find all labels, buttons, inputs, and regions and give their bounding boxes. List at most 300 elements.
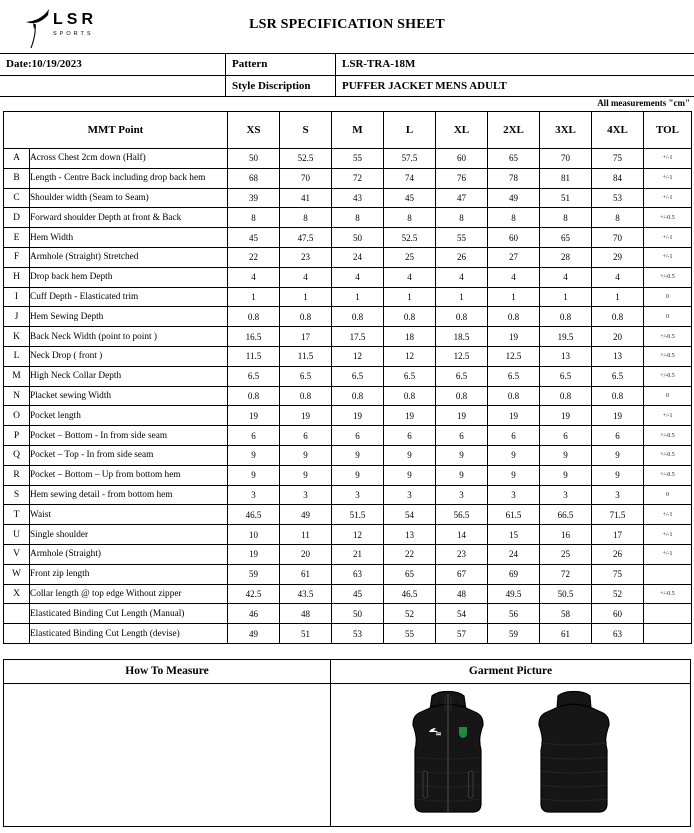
size-value: 4 [488, 267, 540, 287]
size-value: 9 [436, 445, 488, 465]
size-value: 45 [228, 228, 280, 248]
size-value: 3 [332, 485, 384, 505]
mmt-letter: J [4, 307, 30, 327]
size-value: 72 [540, 564, 592, 584]
mmt-label: Hem sewing detail - from bottom hem [30, 485, 228, 505]
size-value: 46.5 [228, 505, 280, 525]
size-value: 65 [384, 564, 436, 584]
size-value: 69 [488, 564, 540, 584]
table-row [4, 287, 692, 307]
size-value: 0.8 [228, 307, 280, 327]
size-value: 61 [540, 624, 592, 644]
size-value: 13 [540, 346, 592, 366]
table-row [4, 624, 692, 644]
column-header: M [332, 112, 384, 149]
tol-value: +/-1 [644, 247, 692, 267]
mmt-letter: M [4, 366, 30, 386]
logo-text: LSR [53, 11, 97, 28]
size-value: 0.8 [228, 386, 280, 406]
table-row [4, 465, 692, 485]
size-value: 9 [384, 445, 436, 465]
size-value: 8 [592, 208, 644, 228]
tol-value: +/-0.5 [644, 327, 692, 347]
size-value: 3 [488, 485, 540, 505]
size-value: 51 [280, 624, 332, 644]
table-row [4, 168, 692, 188]
size-value: 12 [332, 525, 384, 545]
mmt-label: Hem Width [30, 228, 228, 248]
measurements-note: All measurements "cm" [597, 98, 690, 108]
mmt-letter: D [4, 208, 30, 228]
size-value: 6 [332, 426, 384, 446]
size-value: 0.8 [488, 386, 540, 406]
style-label: Style Discription [226, 76, 336, 97]
size-value: 23 [436, 544, 488, 564]
mmt-letter: T [4, 505, 30, 525]
size-value: 6.5 [384, 366, 436, 386]
size-value: 65 [488, 149, 540, 169]
size-value: 9 [436, 465, 488, 485]
size-value: 75 [592, 564, 644, 584]
size-value: 11.5 [228, 346, 280, 366]
size-value: 63 [332, 564, 384, 584]
size-value: 9 [384, 465, 436, 485]
size-value: 19 [228, 544, 280, 564]
size-value: 57 [436, 624, 488, 644]
size-value: 78 [488, 168, 540, 188]
size-value: 46 [228, 604, 280, 624]
mmt-letter: L [4, 346, 30, 366]
size-value: 6.5 [540, 366, 592, 386]
size-value: 9 [332, 445, 384, 465]
size-value: 48 [280, 604, 332, 624]
size-value: 6.5 [436, 366, 488, 386]
mmt-letter: R [4, 465, 30, 485]
size-value: 3 [592, 485, 644, 505]
table-row [4, 426, 692, 446]
size-value: 6 [488, 426, 540, 446]
mmt-label: Armhole (Straight) [30, 544, 228, 564]
tol-value: +/-1 [644, 228, 692, 248]
size-value: 43.5 [280, 584, 332, 604]
how-to-measure-header: How To Measure [4, 660, 331, 683]
table-row [4, 188, 692, 208]
tol-value: +/-0.5 [644, 208, 692, 228]
garment-picture-header: Garment Picture [468, 665, 553, 677]
mmt-letter: W [4, 564, 30, 584]
mmt-label: Back Neck Width (point to point ) [30, 327, 228, 347]
size-value: 8 [332, 208, 384, 228]
size-value: 3 [280, 485, 332, 505]
size-value: 54 [384, 505, 436, 525]
size-value: 52 [384, 604, 436, 624]
size-value: 59 [488, 624, 540, 644]
mmt-label: Pocket – Top - In from side seam [30, 445, 228, 465]
mmt-label: Neck Drop ( front ) [30, 346, 228, 366]
mmt-letter: C [4, 188, 30, 208]
size-value: 59 [228, 564, 280, 584]
size-value: 53 [592, 188, 644, 208]
size-value: 0.8 [384, 307, 436, 327]
mmt-letter [4, 624, 30, 644]
size-value: 1 [332, 287, 384, 307]
mmt-letter: P [4, 426, 30, 446]
table-row [4, 544, 692, 564]
meta-table [0, 53, 694, 97]
size-value: 49 [488, 188, 540, 208]
size-value: 19 [488, 327, 540, 347]
mmt-letter: O [4, 406, 30, 426]
size-value: 8 [228, 208, 280, 228]
size-value: 19 [332, 406, 384, 426]
size-value: 50 [332, 604, 384, 624]
mmt-letter: N [4, 386, 30, 406]
size-value: 6.5 [332, 366, 384, 386]
size-value: 1 [592, 287, 644, 307]
mmt-label: Armhole (Straight) Stretched [30, 247, 228, 267]
pattern-label: Pattern [226, 54, 336, 75]
table-row [4, 386, 692, 406]
size-value: 1 [280, 287, 332, 307]
mmt-label: Elasticated Binding Cut Length (Manual) [30, 604, 228, 624]
size-value: 51.5 [332, 505, 384, 525]
tol-value: 0 [644, 287, 692, 307]
page-title: LSR SPECIFICATION SHEET [249, 17, 445, 32]
mmt-letter: S [4, 485, 30, 505]
mmt-label: Single shoulder [30, 525, 228, 545]
size-value: 47 [436, 188, 488, 208]
size-value: 12 [332, 346, 384, 366]
size-value: 10 [228, 525, 280, 545]
size-value: 50.5 [540, 584, 592, 604]
size-value: 56.5 [436, 505, 488, 525]
size-value: 4 [280, 267, 332, 287]
spec-table [3, 111, 692, 644]
mmt-label: Across Chest 2cm down (Half) [30, 149, 228, 169]
how-to-measure-area [4, 684, 331, 826]
size-value: 9 [280, 445, 332, 465]
size-value: 39 [228, 188, 280, 208]
size-value: 8 [488, 208, 540, 228]
column-header: MMT Point [4, 112, 228, 149]
table-row [4, 485, 692, 505]
table-row [4, 307, 692, 327]
size-value: 19 [384, 406, 436, 426]
tol-value: 0 [644, 485, 692, 505]
mmt-letter: U [4, 525, 30, 545]
size-value: 55 [436, 228, 488, 248]
size-value: 71.5 [592, 505, 644, 525]
size-value: 84 [592, 168, 644, 188]
meta-row-2 [0, 76, 694, 98]
size-value: 15 [488, 525, 540, 545]
size-value: 0.8 [540, 307, 592, 327]
size-value: 63 [592, 624, 644, 644]
size-value: 46.5 [384, 584, 436, 604]
size-value: 60 [488, 228, 540, 248]
vest-front-green-crest [459, 727, 467, 738]
size-value: 27 [488, 247, 540, 267]
mmt-label: Cuff Depth - Elasticated trim [30, 287, 228, 307]
table-row [4, 564, 692, 584]
size-value: 9 [540, 445, 592, 465]
size-value: 4 [540, 267, 592, 287]
size-value: 52.5 [280, 149, 332, 169]
size-value: 4 [592, 267, 644, 287]
mmt-letter: I [4, 287, 30, 307]
mmt-label: Pocket – Bottom - In from side seam [30, 426, 228, 446]
table-row [4, 366, 692, 386]
size-value: 13 [592, 346, 644, 366]
column-header: 3XL [540, 112, 592, 149]
mmt-letter: H [4, 267, 30, 287]
size-value: 4 [228, 267, 280, 287]
size-value: 9 [228, 445, 280, 465]
size-value: 19 [592, 406, 644, 426]
tol-value: +/-1 [644, 525, 692, 545]
size-value: 29 [592, 247, 644, 267]
size-value: 4 [332, 267, 384, 287]
size-value: 3 [384, 485, 436, 505]
size-value: 60 [592, 604, 644, 624]
size-value: 19 [280, 406, 332, 426]
size-value: 9 [592, 465, 644, 485]
size-value: 6 [592, 426, 644, 446]
spec-table-head-row [4, 112, 692, 149]
mmt-label: Waist [30, 505, 228, 525]
size-value: 54 [436, 604, 488, 624]
mmt-letter: A [4, 149, 30, 169]
bottom-header-row [4, 660, 690, 684]
size-value: 25 [540, 544, 592, 564]
size-value: 52.5 [384, 228, 436, 248]
size-value: 19 [228, 406, 280, 426]
size-value: 17 [592, 525, 644, 545]
tol-value: 0 [644, 307, 692, 327]
size-value: 11.5 [280, 346, 332, 366]
table-row [4, 505, 692, 525]
column-header: XS [228, 112, 280, 149]
table-row [4, 584, 692, 604]
size-value: 1 [436, 287, 488, 307]
size-value: 16 [540, 525, 592, 545]
size-value: 6.5 [228, 366, 280, 386]
tol-value: +/-1 [644, 505, 692, 525]
size-value: 0.8 [436, 307, 488, 327]
size-value: 0.8 [332, 386, 384, 406]
mmt-label: Front zip length [30, 564, 228, 584]
size-value: 6 [228, 426, 280, 446]
tol-value: +/-0.5 [644, 426, 692, 446]
size-value: 3 [228, 485, 280, 505]
size-value: 60 [436, 149, 488, 169]
table-row [4, 346, 692, 366]
size-value: 19 [488, 406, 540, 426]
tol-value: +/-1 [644, 149, 692, 169]
column-header: XL [436, 112, 488, 149]
size-value: 81 [540, 168, 592, 188]
column-header: TOL [644, 112, 692, 149]
size-value: 9 [228, 465, 280, 485]
size-value: 0.8 [332, 307, 384, 327]
size-value: 18.5 [436, 327, 488, 347]
tol-value: +/-0.5 [644, 346, 692, 366]
size-value: 61 [280, 564, 332, 584]
tol-value: +/-1 [644, 406, 692, 426]
mmt-letter [4, 604, 30, 624]
size-value: 6 [280, 426, 332, 446]
size-value: 0.8 [280, 386, 332, 406]
bottom-body-row [4, 684, 690, 826]
size-value: 12.5 [488, 346, 540, 366]
size-value: 9 [488, 445, 540, 465]
size-value: 20 [280, 544, 332, 564]
mmt-letter: F [4, 247, 30, 267]
size-value: 8 [540, 208, 592, 228]
mmt-letter: K [4, 327, 30, 347]
size-value: 49 [280, 505, 332, 525]
size-value: 0.8 [436, 386, 488, 406]
mmt-label: High Neck Collar Depth [30, 366, 228, 386]
size-value: 9 [540, 465, 592, 485]
size-value: 25 [384, 247, 436, 267]
puffer-vest-image [395, 687, 627, 823]
size-value: 23 [280, 247, 332, 267]
size-value: 57.5 [384, 149, 436, 169]
size-value: 20 [592, 327, 644, 347]
spec-table-body [4, 149, 692, 644]
size-value: 49.5 [488, 584, 540, 604]
size-value: 4 [436, 267, 488, 287]
table-row [4, 228, 692, 248]
table-row [4, 604, 692, 624]
meta-row-1 [0, 54, 694, 76]
size-value: 61.5 [488, 505, 540, 525]
tol-value: +/-1 [644, 188, 692, 208]
size-value: 1 [540, 287, 592, 307]
tol-value: +/-0.5 [644, 584, 692, 604]
size-value: 28 [540, 247, 592, 267]
size-value: 24 [488, 544, 540, 564]
size-value: 76 [436, 168, 488, 188]
size-value: 51 [540, 188, 592, 208]
size-value: 70 [592, 228, 644, 248]
size-value: 24 [332, 247, 384, 267]
size-value: 1 [384, 287, 436, 307]
size-value: 19.5 [540, 327, 592, 347]
size-value: 55 [332, 149, 384, 169]
size-value: 8 [436, 208, 488, 228]
tol-value: 0 [644, 386, 692, 406]
size-value: 12 [384, 346, 436, 366]
column-header: 4XL [592, 112, 644, 149]
table-row [4, 327, 692, 347]
style-value: PUFFER JACKET MENS ADULT [342, 79, 507, 92]
vest-back-view [539, 692, 609, 813]
size-value: 26 [436, 247, 488, 267]
tol-value: +/-1 [644, 168, 692, 188]
size-value: 8 [384, 208, 436, 228]
size-value: 58 [540, 604, 592, 624]
size-value: 43 [332, 188, 384, 208]
size-value: 9 [332, 465, 384, 485]
mmt-letter: V [4, 544, 30, 564]
size-value: 55 [384, 624, 436, 644]
mmt-label: Pocket – Bottom – Up from bottom hem [30, 465, 228, 485]
table-row [4, 247, 692, 267]
size-value: 68 [228, 168, 280, 188]
mmt-label: Pocket length [30, 406, 228, 426]
size-value: 0.8 [592, 307, 644, 327]
mmt-label: Placket sewing Width [30, 386, 228, 406]
size-value: 22 [384, 544, 436, 564]
size-value: 3 [436, 485, 488, 505]
size-value: 14 [436, 525, 488, 545]
mmt-label: Elasticated Binding Cut Length (devise) [30, 624, 228, 644]
bottom-section [3, 659, 691, 827]
table-row [4, 208, 692, 228]
mmt-letter: X [4, 584, 30, 604]
size-value: 1 [488, 287, 540, 307]
meta-empty-cell [0, 76, 226, 97]
mmt-label: Forward shoulder Depth at front & Back [30, 208, 228, 228]
size-value: 42.5 [228, 584, 280, 604]
mmt-letter: Q [4, 445, 30, 465]
size-value: 6 [384, 426, 436, 446]
size-value: 0.8 [488, 307, 540, 327]
size-value: 67 [436, 564, 488, 584]
size-value: 0.8 [540, 386, 592, 406]
tol-value: +/-1 [644, 544, 692, 564]
size-value: 8 [280, 208, 332, 228]
size-value: 45 [384, 188, 436, 208]
size-value: 16.5 [228, 327, 280, 347]
size-value: 75 [592, 149, 644, 169]
size-value: 41 [280, 188, 332, 208]
size-value: 70 [280, 168, 332, 188]
mmt-label: Collar length @ top edge Without zipper [30, 584, 228, 604]
mmt-label: Hem Sewing Depth [30, 307, 228, 327]
size-value: 56 [488, 604, 540, 624]
size-value: 3 [540, 485, 592, 505]
table-row [4, 445, 692, 465]
size-value: 53 [332, 624, 384, 644]
mmt-label: Drop back hem Depth [30, 267, 228, 287]
size-value: 18 [384, 327, 436, 347]
column-header: S [280, 112, 332, 149]
tol-value: +/-0.5 [644, 445, 692, 465]
size-value: 13 [384, 525, 436, 545]
mmt-label: Shoulder width (Seam to Seam) [30, 188, 228, 208]
size-value: 0.8 [592, 386, 644, 406]
size-value: 6.5 [488, 366, 540, 386]
mmt-letter: E [4, 228, 30, 248]
size-value: 17 [280, 327, 332, 347]
tol-value: +/-0.5 [644, 366, 692, 386]
size-value: 0.8 [384, 386, 436, 406]
table-row [4, 525, 692, 545]
size-value: 19 [540, 406, 592, 426]
tol-value [644, 624, 692, 644]
size-value: 17.5 [332, 327, 384, 347]
size-value: 12.5 [436, 346, 488, 366]
size-value: 65 [540, 228, 592, 248]
mmt-letter: B [4, 168, 30, 188]
size-value: 6 [436, 426, 488, 446]
column-header: 2XL [488, 112, 540, 149]
size-value: 48 [436, 584, 488, 604]
tol-value [644, 604, 692, 624]
